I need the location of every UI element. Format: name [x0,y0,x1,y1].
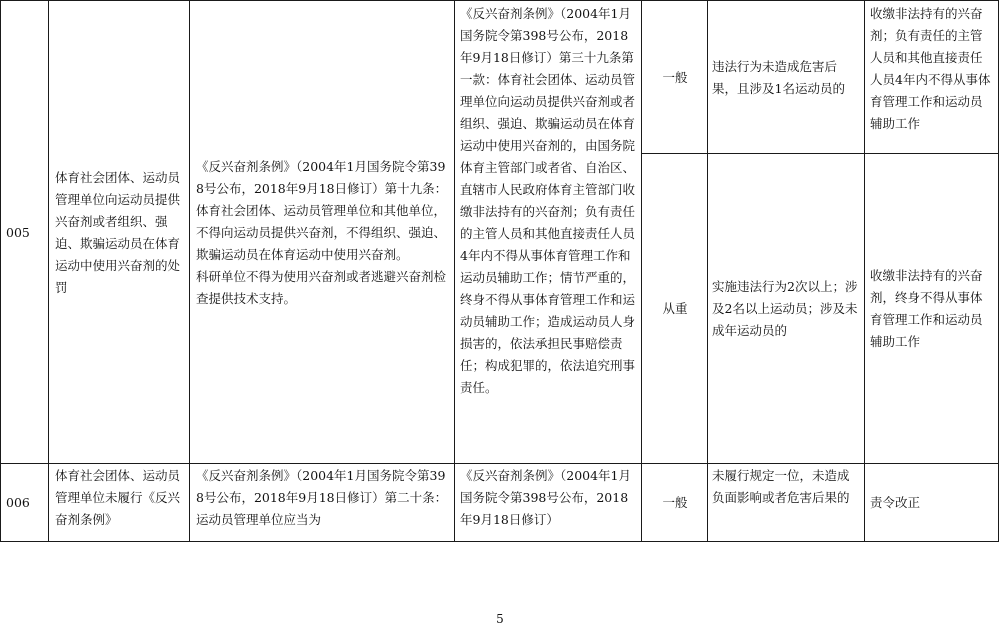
table-column-divider [707,0,708,541]
table-column-divider [454,0,455,541]
page-number: 5 [496,612,504,626]
row-006-id: 006 [6,495,30,510]
row-005-id: 005 [6,224,30,240]
row-005-penalty-rule: 《反兴奋剂条例》（2004年1月国务院令第398号公布，2018年9月18日修订）第三十九条第一款：体育社会团体、运动员管理单位向运动员提供兴奋剂或者组织、强迫、欺骗运动员在体育运动中使用兴奋剂的，由国务院体育主管部门或者省、自治区、直辖市人民政府体育主管部门收缴非法持有的兴奋剂；负有责任的主管人员和其他直接责任人员4年内不得从事体育管理工作和运动员辅助工作；情节严重的，终身不得从事体育管理工作和运动员辅助工作；造成运动员人身损害的，依法承担民事赔偿责任；构成犯罪的，依法追究刑事责任。 [460,6,636,395]
table-column-divider [864,0,865,541]
row-005-standard-general: 收缴非法持有的兴奋剂；负有责任的主管人员和其他直接责任人员4年内不得从事体育管理工作和运动员辅助工作 [870,6,991,131]
table-column-divider [641,0,642,541]
row-005-item: 体育社会团体、运动员管理单位向运动员提供兴奋剂或者组织、强迫、欺骗运动员在体育运动中使用兴奋剂的处罚 [55,169,181,295]
row-005-standard-heavy: 收缴非法持有的兴奋剂，终身不得从事体育管理工作和运动员辅助工作 [870,267,983,349]
row-005-basis [196,3,450,462]
row-005-circumstance-general: 违法行为未造成危害后果，且涉及1名运动员的 [712,59,845,96]
table-border-right [998,0,999,541]
table-border-top [0,0,999,1]
row-005-level-heavy: 从重 [662,300,688,316]
row-006-circumstance-general: 未履行规定一位，未造成负面影响或者危害后果的 [712,468,850,505]
table-column-divider [48,0,49,541]
row-005-circumstance-heavy: 实施违法行为2次以上；涉及2名以上运动员；涉及未成年运动员的 [712,278,858,338]
level-divider [641,153,999,154]
table-border-left [0,0,1,541]
row-005-level-general: 一般 [662,70,688,85]
row-006-penalty-rule: 《反兴奋剂条例》（2004年1月国务院令第398号公布，2018年9月18日修订） [460,468,632,527]
table-border-bottom [0,541,999,542]
row-006-basis: 《反兴奋剂条例》（2004年1月国务院令第398号公布，2018年9月18日修订）第二十条：运动员管理单位应当为 [196,468,448,527]
table-column-divider [189,0,190,541]
row-005-basis-extra: 科研单位不得为使用兴奋剂或者逃避兴奋剂检查提供技术支持。 [196,268,447,306]
row-divider [0,463,999,464]
row-006-standard-general: 责令改正 [870,495,921,510]
row-006-item: 体育社会团体、运动员管理单位未履行《反兴奋剂条例》 [55,468,181,527]
row-006-level-general: 一般 [662,495,688,510]
row-005-basis-main: 《反兴奋剂条例》（2004年1月国务院令第398号公布，2018年9月18日修订）第十九条：体育社会团体、运动员管理单位和其他单位，不得向运动员提供兴奋剂，不得组织、强迫、欺骗运动员在体育运动中使用兴奋剂。 [196,158,448,262]
